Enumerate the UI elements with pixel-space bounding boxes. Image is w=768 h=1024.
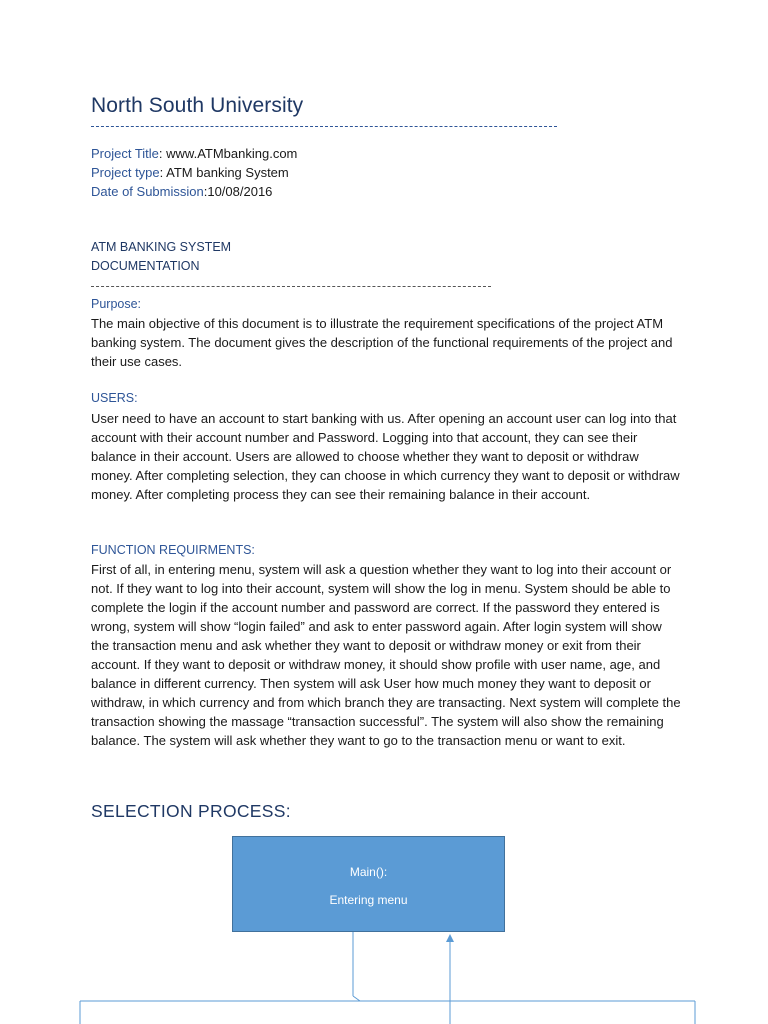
project-type-label: Project type <box>91 165 160 180</box>
doc-separator <box>91 286 491 287</box>
title-separator <box>91 126 557 127</box>
flow-connectors <box>0 830 768 1024</box>
purpose-label: Purpose: <box>91 297 142 311</box>
function-requirements-text: First of all, in entering menu, system will ask a question whether they want to log into their account or not. If they want to log into their account, system will show the log in menu. System should be able to complete the login if the account number and password are correct. If the password they entered is wrong, system will show “login failed” and ask to enter password again. After login system will show the transaction menu and ask whether they want to deposit or withdraw money or exit from their account. If they want to deposit or withdraw money, it should show profile with user name, age, and balance in different currency. Then system will ask User how much money they want to deposit or withdraw, in which currency and from which branch they are transacting. Next system will complete the transaction showing the massage “transaction successful”. The system will also show the remaining balance. The system will ask whether they want to go to the transaction menu or want to exit. <box>91 562 681 748</box>
users-label: USERS: <box>91 391 138 405</box>
university-title: North South University <box>91 94 304 117</box>
main-box-title: Main(): <box>349 865 388 879</box>
project-type-value: : ATM banking System <box>159 165 289 180</box>
submission-date-value: :10/08/2016 <box>203 184 273 199</box>
project-title-label: Project Title <box>91 146 159 161</box>
users-text: User need to have an account to start banking with us. After opening an account user can log into that account with their account number and Password. Logging into that account, they can see their balance in their account. Users are allowed to choose whether they want to deposit or withdraw money. After completing selection, they can choose in which currency they want to deposit or withdraw money. After completing process they can see their remaining balance in their account. <box>91 411 680 502</box>
submission-date-label: Date of Submission <box>91 184 204 199</box>
project-title-row <box>91 144 297 163</box>
main-box-subtitle: Entering menu <box>329 893 408 907</box>
connector-bus-bend <box>353 996 360 1001</box>
submission-date-row <box>91 182 272 201</box>
function-requirements-label: FUNCTION REQUIRMENTS: <box>91 543 255 557</box>
selection-process-heading: SELECTION PROCESS: <box>91 801 291 821</box>
doc-heading-line2: DOCUMENTATION <box>91 259 200 273</box>
purpose-text: The main objective of this document is to illustrate the requirement specifications of the project ATM banking system. The document gives the description of the functional requirements of the project and their use cases. <box>91 316 673 369</box>
project-title-value: : www.ATMbanking.com <box>158 146 298 161</box>
project-type-row <box>91 163 289 182</box>
arrowhead-up-icon <box>446 934 454 942</box>
doc-heading-line1: ATM BANKING SYSTEM <box>91 240 232 254</box>
